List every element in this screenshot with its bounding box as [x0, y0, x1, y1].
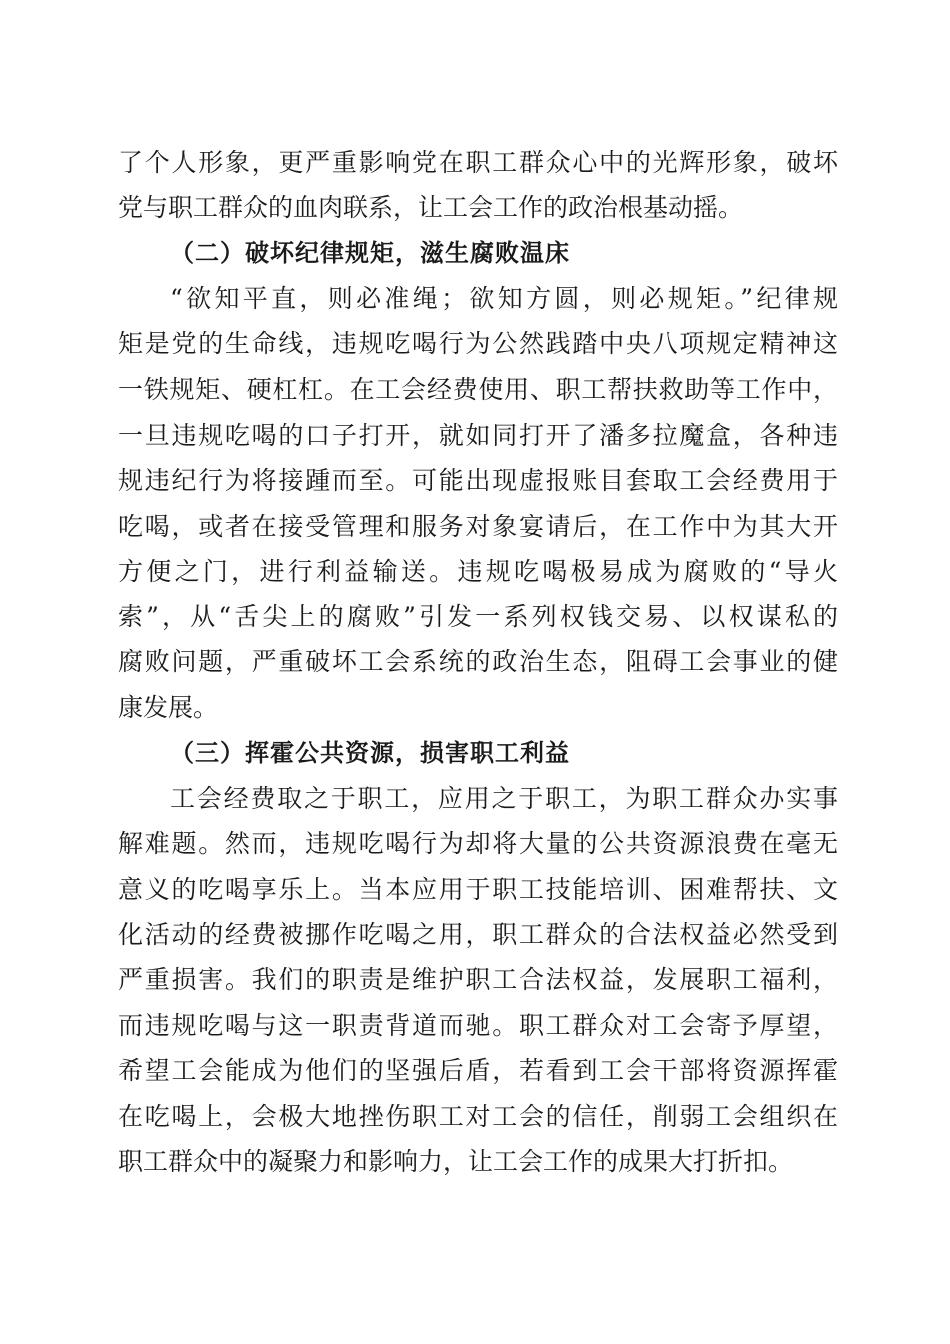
- body-text-line: 矩是党的生命线，违规吃喝行为公然践踏中央八项规定精神这: [118, 329, 838, 358]
- body-text-line: 吃喝，或者在接受管理和服务对象宴请后，在工作中为其大开: [118, 512, 838, 541]
- body-text-line: 在吃喝上，会极大地挫伤职工对工会的信任，削弱工会组织在: [118, 1102, 838, 1131]
- body-text-line: 康发展。: [118, 693, 219, 722]
- body-text-line: “欲知平直，则必准绳；欲知方圆，则必规矩。”纪律规: [170, 284, 838, 313]
- body-text-line: 希望工会能成为他们的坚强后盾，若看到工会干部将资源挥霍: [118, 1056, 838, 1085]
- body-text-line: 腐败问题，严重破坏工会系统的政治生态，阻碍工会事业的健: [118, 647, 838, 676]
- body-text-line: 了个人形象，更严重影响党在职工群众心中的光辉形象，破坏: [118, 148, 838, 177]
- body-text-line: 一旦违规吃喝的口子打开，就如同打开了潘多拉魔盒，各种违: [118, 421, 838, 450]
- body-text-line: 方便之门，进行利益输送。违规吃喝极易成为腐败的“导火: [118, 557, 838, 586]
- body-text-line: 职工群众中的凝聚力和影响力，让工会工作的成果大打折扣。: [118, 1147, 794, 1176]
- body-text-line: 而违规吃喝与这一职责背道而驰。职工群众对工会寄予厚望，: [118, 1011, 838, 1040]
- body-text-line: 工会经费取之于职工，应用之于职工，为职工群众办实事: [170, 784, 838, 813]
- body-text-line: 一铁规矩、硬杠杠。在工会经费使用、职工帮扶救助等工作中，: [118, 375, 838, 404]
- body-text-line: 党与职工群众的血肉联系，让工会工作的政治根基动摇。: [118, 193, 744, 222]
- body-text-line: 规违纪行为将接踵而至。可能出现虚报账目套取工会经费用于: [118, 466, 838, 495]
- section-heading: （二）破坏纪律规矩，滋生腐败温床: [170, 239, 570, 267]
- body-text-line: 化活动的经费被挪作吃喝之用，职工群众的合法权益必然受到: [118, 920, 838, 949]
- body-text-line: 严重损害。我们的职责是维护职工合法权益，发展职工福利，: [118, 965, 838, 994]
- body-text-line: 意义的吃喝享乐上。当本应用于职工技能培训、困难帮扶、文: [118, 875, 838, 904]
- body-text-line: 索”，从“舌尖上的腐败”引发一系列权钱交易、以权谋私的: [118, 602, 838, 631]
- section-heading: （三）挥霍公共资源，损害职工利益: [170, 739, 570, 767]
- body-text-line: 解难题。然而，违规吃喝行为却将大量的公共资源浪费在毫无: [118, 829, 838, 858]
